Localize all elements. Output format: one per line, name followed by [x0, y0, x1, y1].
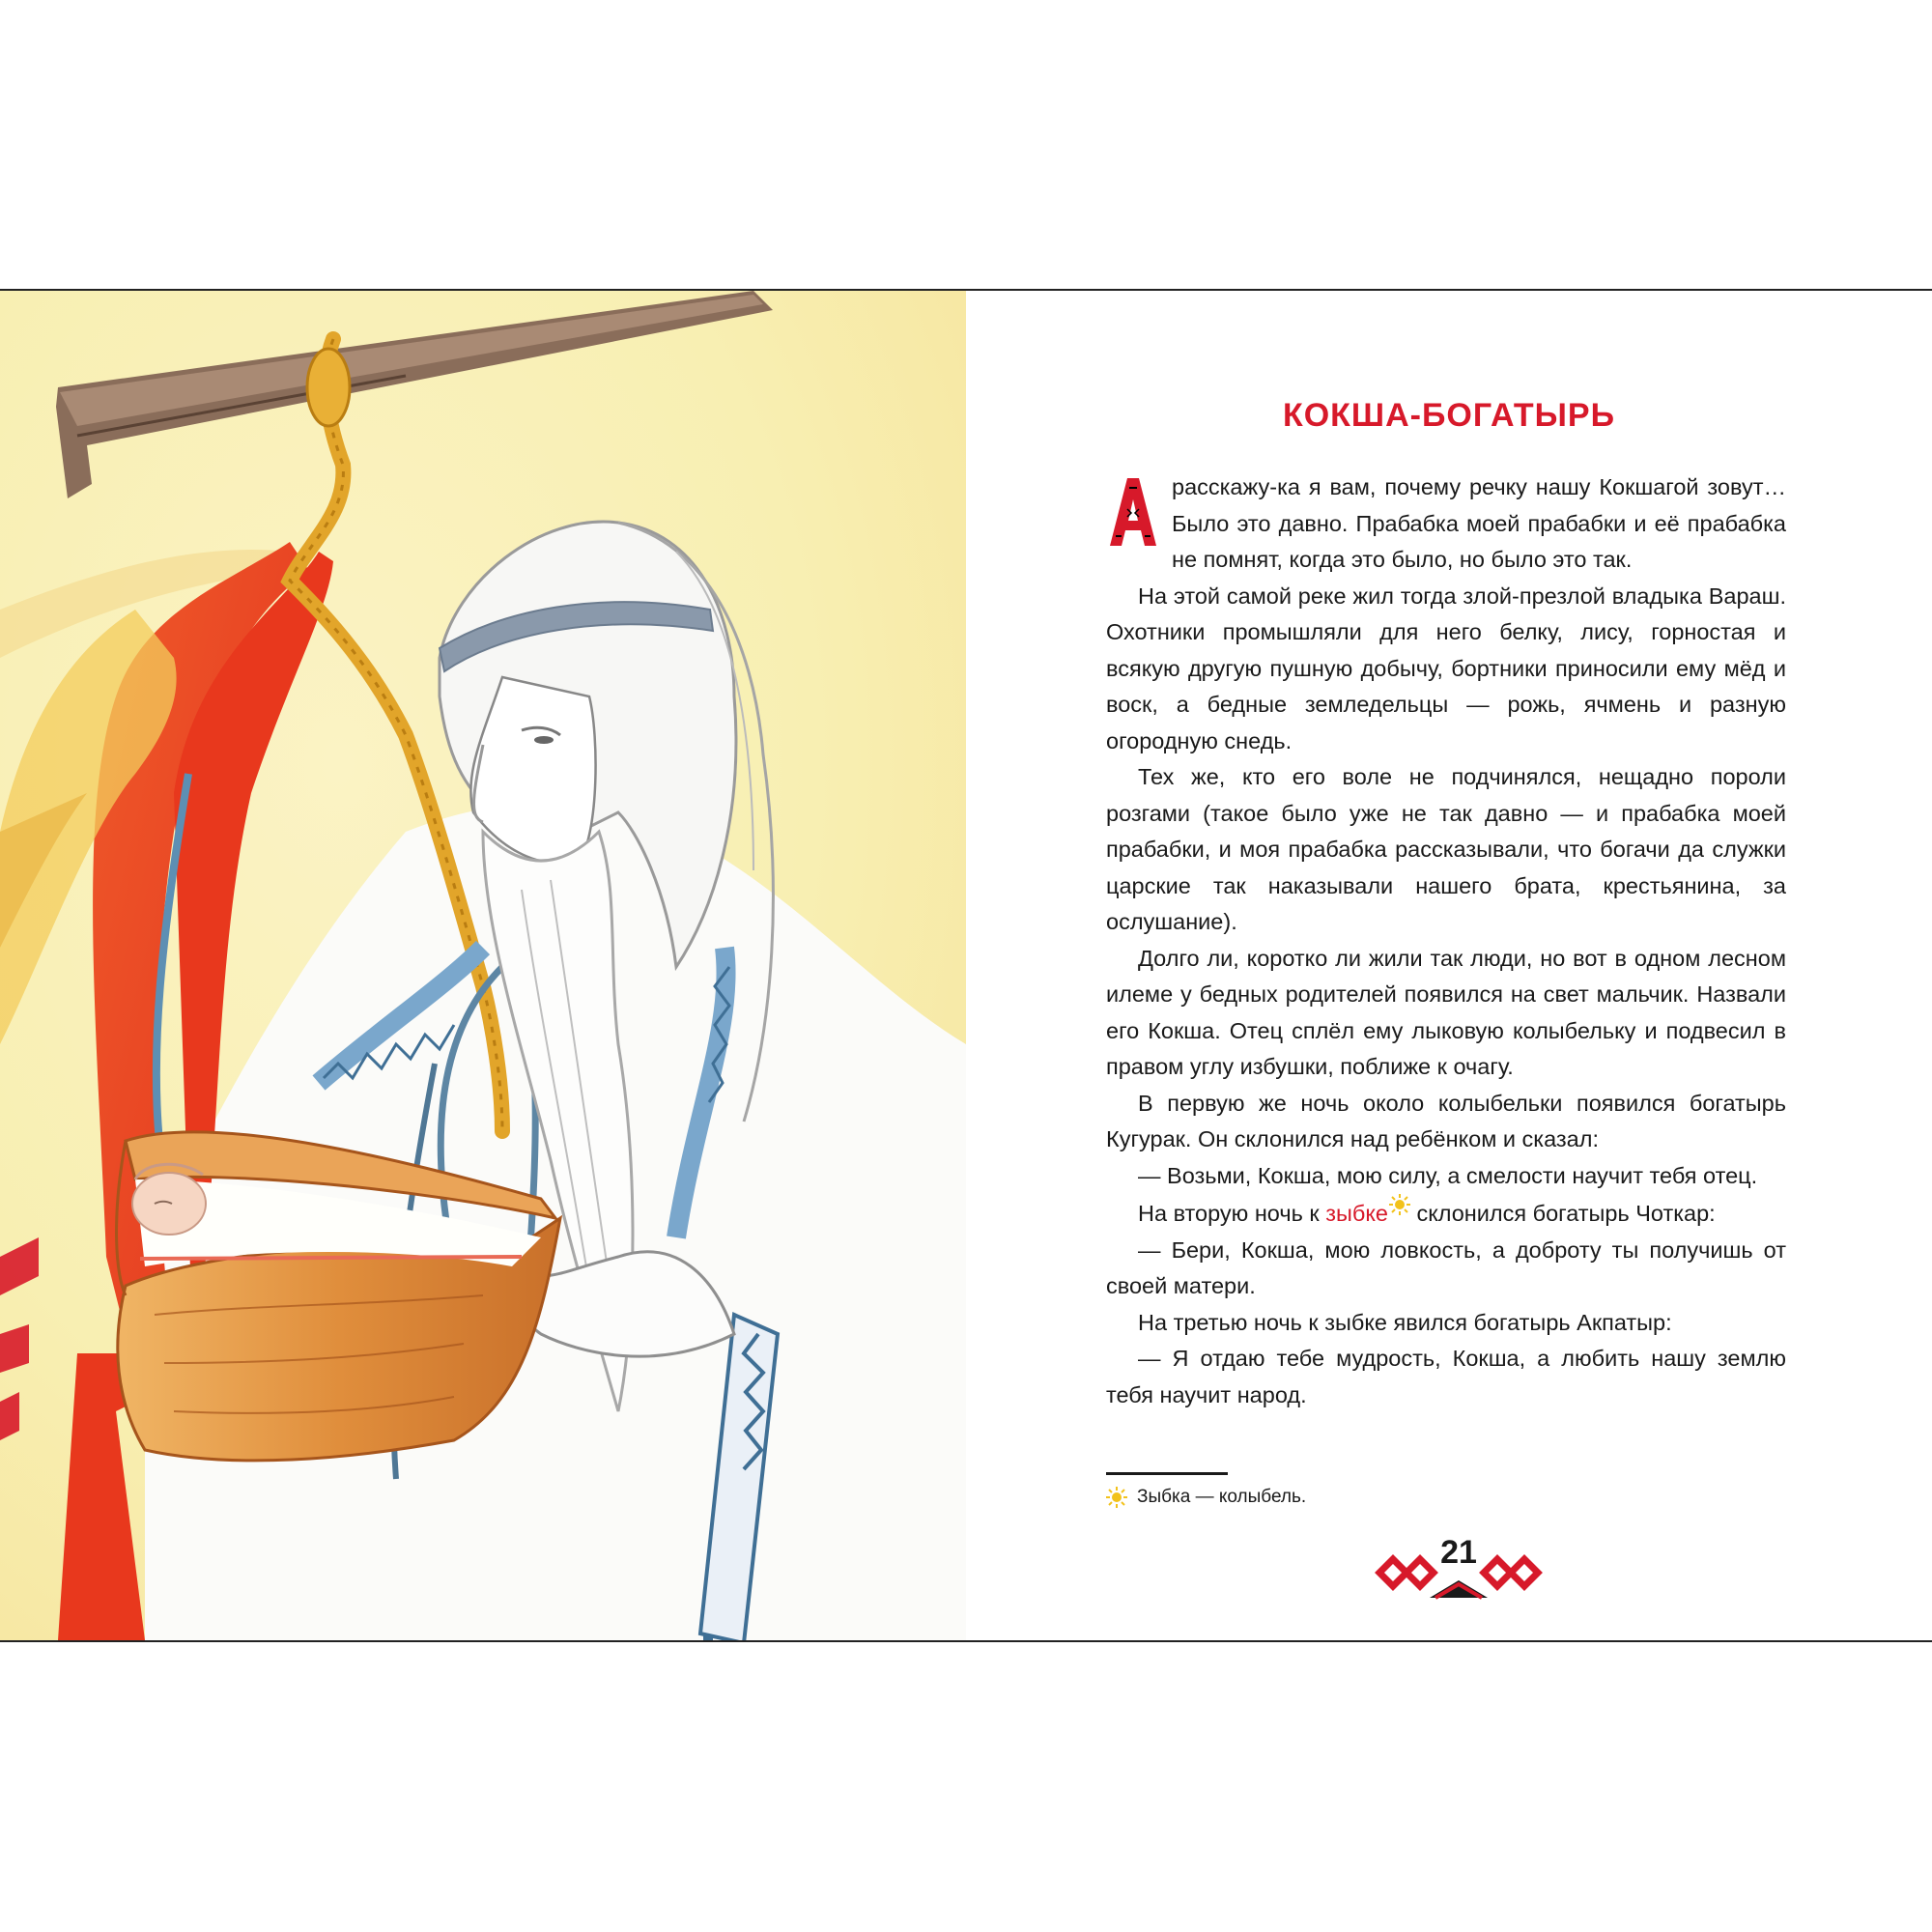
paragraph-10: — Я отдаю тебе мудрость, Кокша, а любить нашу землю тебя научит народ. [1106, 1346, 1786, 1407]
paragraph-1-text: расскажу-ка я вам, почему речку нашу Кокшагой зовут… Было это давно. Прабабка моей прабабки и её прабабка не помнят, когда это было, но было это так. [1172, 474, 1786, 572]
paragraph-7-before: На вторую ночь к [1138, 1201, 1320, 1226]
page-number: 21 [1440, 1534, 1477, 1571]
paragraph-3: Тех же, кто его воле не подчинялся, нещадно пороли розгами (такое было уже не так давно — и прабабка моей прабабки, и моя прабабка рассказывали, что богачи да служки царские так наказывали нашего брата, крестьянина, за ослушание). [1106, 764, 1786, 934]
footnote [1106, 1487, 1306, 1508]
svg-text:А: А [1133, 544, 1134, 545]
paragraph-2: На этой самой реке жил тогда злой-презлой владыка Вараш. Охотники промышляли для него белку, лису, горностая и всякую другую пушную добычу, бортники приносили ему мёд и воск, а бедные земледельцы — рожь, ячмень и разную огородную снедь. [1106, 582, 1786, 753]
paragraph-7-after: склонился богатырь Чоткар: [1416, 1201, 1716, 1226]
folio [1372, 1534, 1546, 1602]
paragraph-8: — Бери, Кокша, мою ловкость, а доброту ты получишь от своей матери. [1106, 1236, 1786, 1298]
ornamented-letter-icon [1106, 476, 1160, 548]
paragraph-4: Долго ли, коротко ли жили так люди, но вот в одном лесном илеме у бедных родителей появился на свет мальчик. Назвали его Кокша. Отец сплёл ему лыковую колыбельку и подвесил в правом углу избушки, поближе к очагу. [1106, 945, 1786, 1079]
paragraph-7 [1106, 1194, 1786, 1233]
sun-icon [1106, 1487, 1127, 1508]
paragraph-6: — Возьми, Кокша, мою силу, а смелости научит тебя отец. [1138, 1162, 1758, 1188]
illustration-cradle-elder [0, 291, 966, 1640]
story-body [1106, 469, 1786, 1413]
footnote-text: Зыбка — колыбель. [1137, 1487, 1307, 1507]
story-title: КОКША-БОГАТЫРЬ [1282, 397, 1616, 434]
paragraph-5: В первую же ночь около колыбельки появился богатырь Кугурак. Он склонился над ребёнком и сказал: [1106, 1090, 1786, 1151]
book-spread [0, 289, 1932, 1642]
paragraph-1 [1106, 469, 1786, 579]
footnote-rule [1106, 1472, 1228, 1475]
paragraph-9: На третью ночь к зыбке явился богатырь Акпатыр: [1138, 1309, 1672, 1335]
sun-icon [1389, 1194, 1410, 1215]
footnote-reference-word[interactable]: зыбке [1325, 1201, 1388, 1226]
text-page [966, 291, 1932, 1640]
